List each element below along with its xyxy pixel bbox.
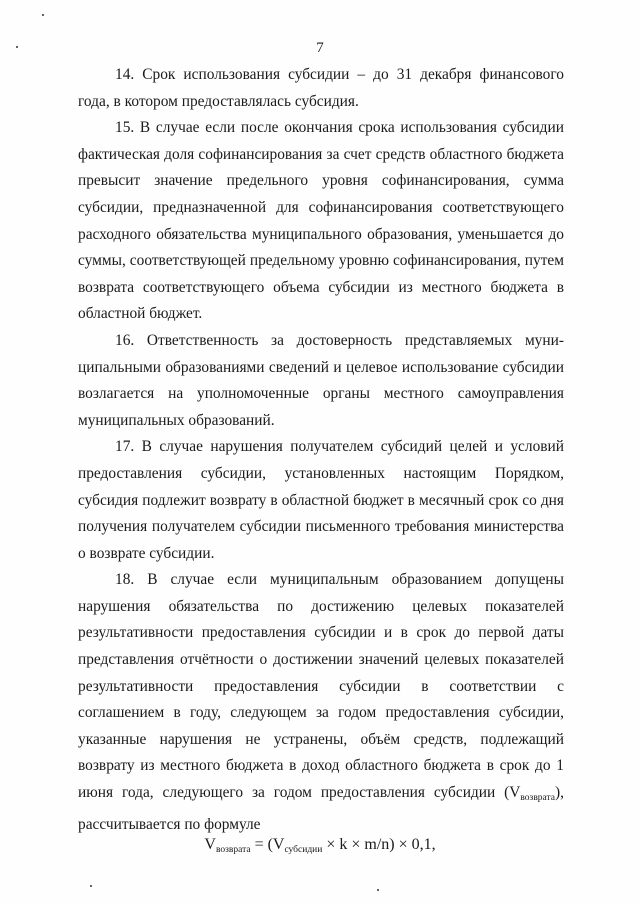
paragraph-17: 17. В случае нарушения получателем субсидий целей и условий предоставления субсидии, установленных настоящим Порядком, субсидия подлежит возврату в областной бюджет в месячный срок со дня получения получателем субсидии письменного требования министерства о возврате субсидии. (78, 438, 564, 562)
formula-v: V (204, 836, 216, 853)
scan-speck (42, 14, 44, 16)
return-formula (0, 836, 640, 855)
paragraph-18-text: 18. В случае если муниципальным образованием допущены нарушения обязательства по достижению целевых показателей результативности предоставления субсидии и в срок до первой даты представления отчётности о достижении значений целевых показателей результативности предоставления субсидии в соответствии с соглашением в году, следующем за годом предоставления субсидии, указанные нарушения не устранены, объём средств, подлежащий возврату из местного бюджета в доход областного бюджета в срок до 1 июня года, следующего за годом предоставления субсидии (V (78, 571, 564, 802)
scan-speck (90, 885, 92, 887)
scan-speck (377, 889, 379, 891)
formula-tail: × k × m/n) × 0,1, (322, 836, 436, 853)
formula-middle: = (V (250, 836, 285, 853)
paragraph-18-subscript: возврата (520, 793, 556, 804)
document-body (78, 62, 564, 838)
scan-speck (16, 46, 18, 48)
formula-sub-subsidy: субсидии (284, 845, 323, 855)
paragraph-18-text-end: ), рассчитывается по формуле (78, 784, 564, 833)
paragraph-16: 16. Ответственность за достоверность представляемых муниципальными образованиями сведений и целевое использование субсидии возлагается на уполномоченные органы местного самоуправления муниципальных образований. (78, 331, 564, 429)
formula-sub-return: возврата (215, 845, 251, 855)
page-number: 7 (316, 40, 324, 56)
paragraph-15: 15. В случае если после окончания срока использования субсидии фактическая доля софинансирования за счет средств областного бюджета превысит значение предельного уровня софинансирования, сумма субсидии, предназначенной для софинансирования соответствующего расходного обязательства муниципального образования, уменьшается до суммы, соответствующей предельному уровню софинансирования, путем возврата соответствующего объема субсидии из местного бюджета в областной бюджет. (78, 119, 564, 323)
paragraph-18 (78, 567, 564, 838)
paragraph-14: 14. Срок использования субсидии – до 31 декабря финансового года, в котором предоставлялась субсидия. (78, 66, 564, 110)
